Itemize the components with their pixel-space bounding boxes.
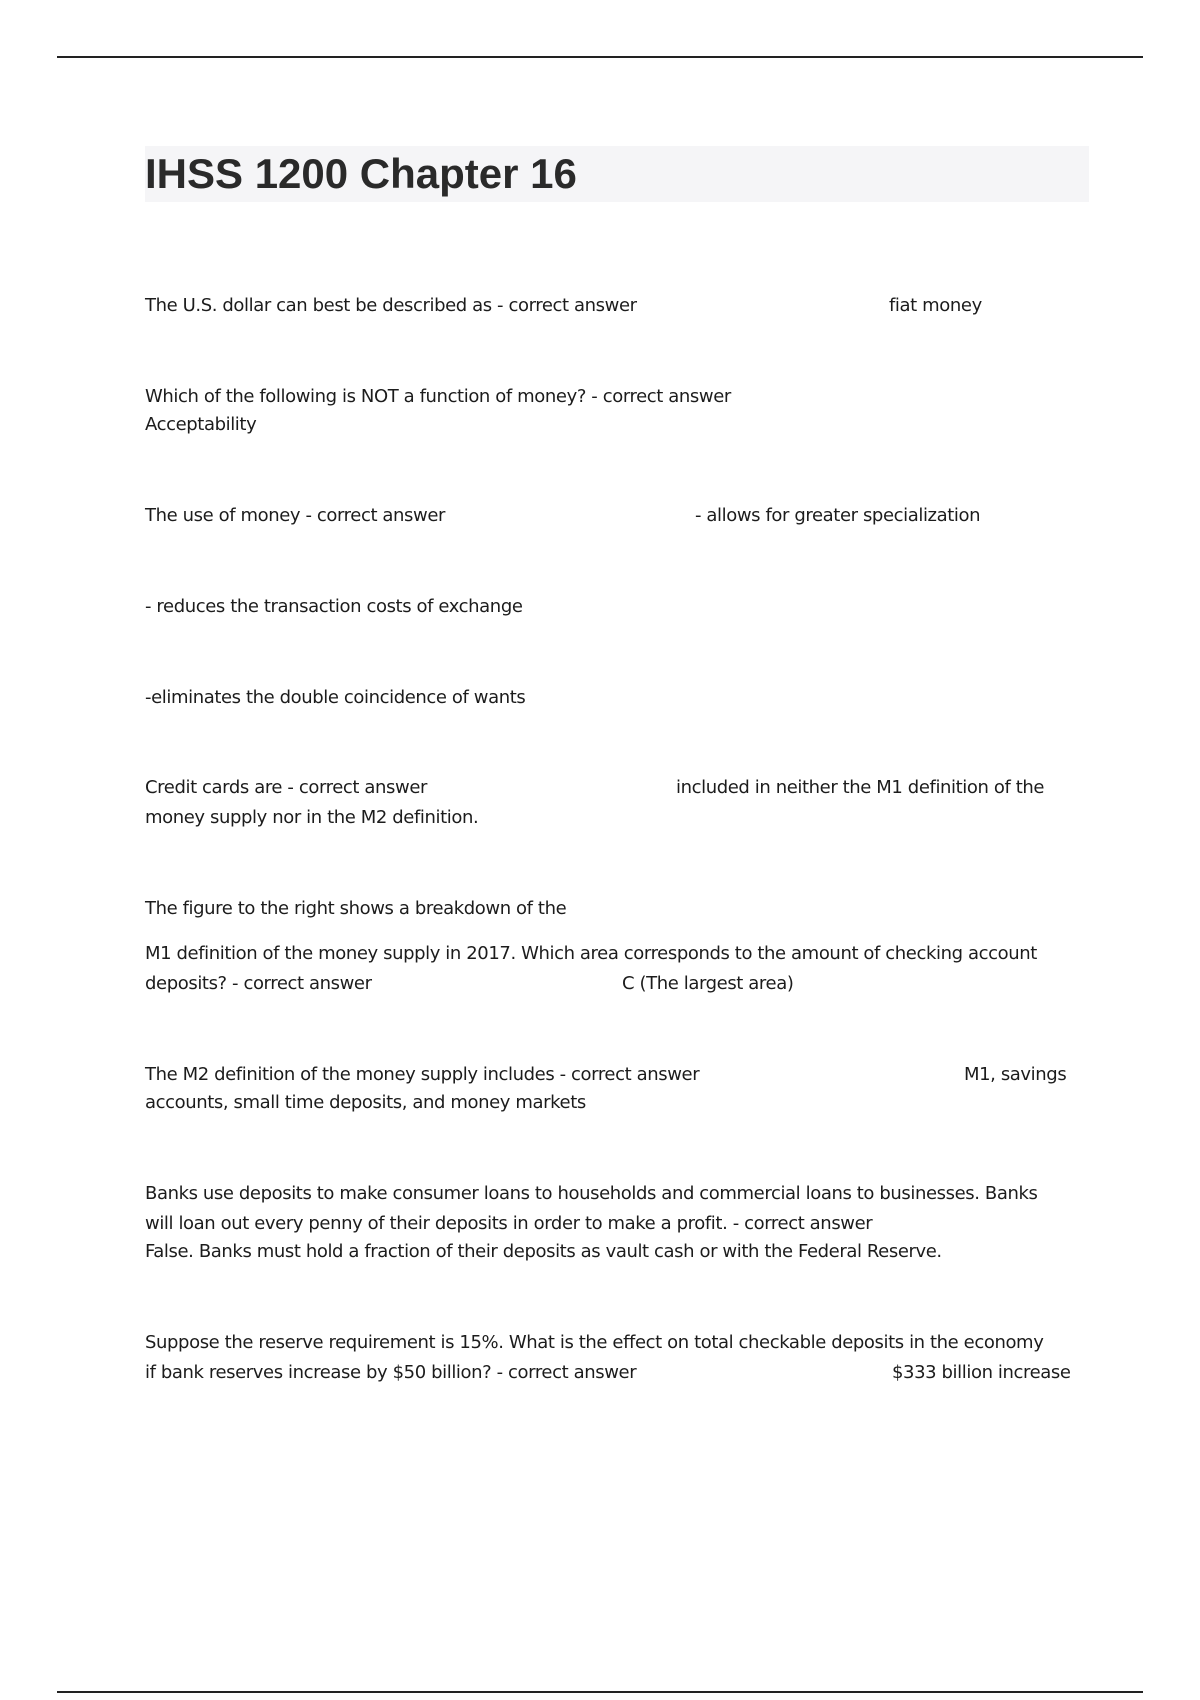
question-text: The use of money - correct answer [145,505,446,526]
answer-text: fiat money [889,295,982,316]
top-divider [57,56,1143,58]
answer-text: money supply nor in the M2 definition. [145,807,479,828]
document-title: IHSS 1200 Chapter 16 [145,150,577,197]
question-text: The M2 definition of the money supply includes - correct answer [145,1064,700,1085]
question-text: will loan out every penny of their deposits in order to make a profit. - correct answer [145,1213,873,1234]
answer-text: included in neither the M1 definition of the [676,777,1045,798]
answer-text: accounts, small time deposits, and money markets [145,1092,586,1113]
answer-text: -eliminates the double coincidence of wants [145,687,526,708]
question-text: Suppose the reserve requirement is 15%. What is the effect on total checkable deposits in the economy [145,1332,1044,1353]
bottom-divider [57,1691,1143,1693]
question-text: Credit cards are - correct answer [145,777,427,798]
answer-text: M1, savings [964,1064,1067,1085]
question-text: The figure to the right shows a breakdown of the [145,898,567,919]
answer-text: $333 billion increase [892,1362,1071,1383]
question-text: Banks use deposits to make consumer loans to households and commercial loans to businesses. Banks [145,1183,1038,1204]
answer-text: False. Banks must hold a fraction of their deposits as vault cash or with the Federal Reserve. [145,1241,942,1262]
answer-text: - reduces the transaction costs of exchange [145,596,523,617]
question-text: M1 definition of the money supply in 2017. Which area corresponds to the amount of checking account [145,943,1037,964]
answer-text: C (The largest area) [622,973,794,994]
question-text: if bank reserves increase by $50 billion? - correct answer [145,1362,637,1383]
question-text: Which of the following is NOT a function of money? - correct answer [145,386,731,407]
answer-text: Acceptability [145,414,257,435]
question-text: The U.S. dollar can best be described as - correct answer [145,295,637,316]
answer-text: - allows for greater specialization [695,505,981,526]
question-text: deposits? - correct answer [145,973,372,994]
